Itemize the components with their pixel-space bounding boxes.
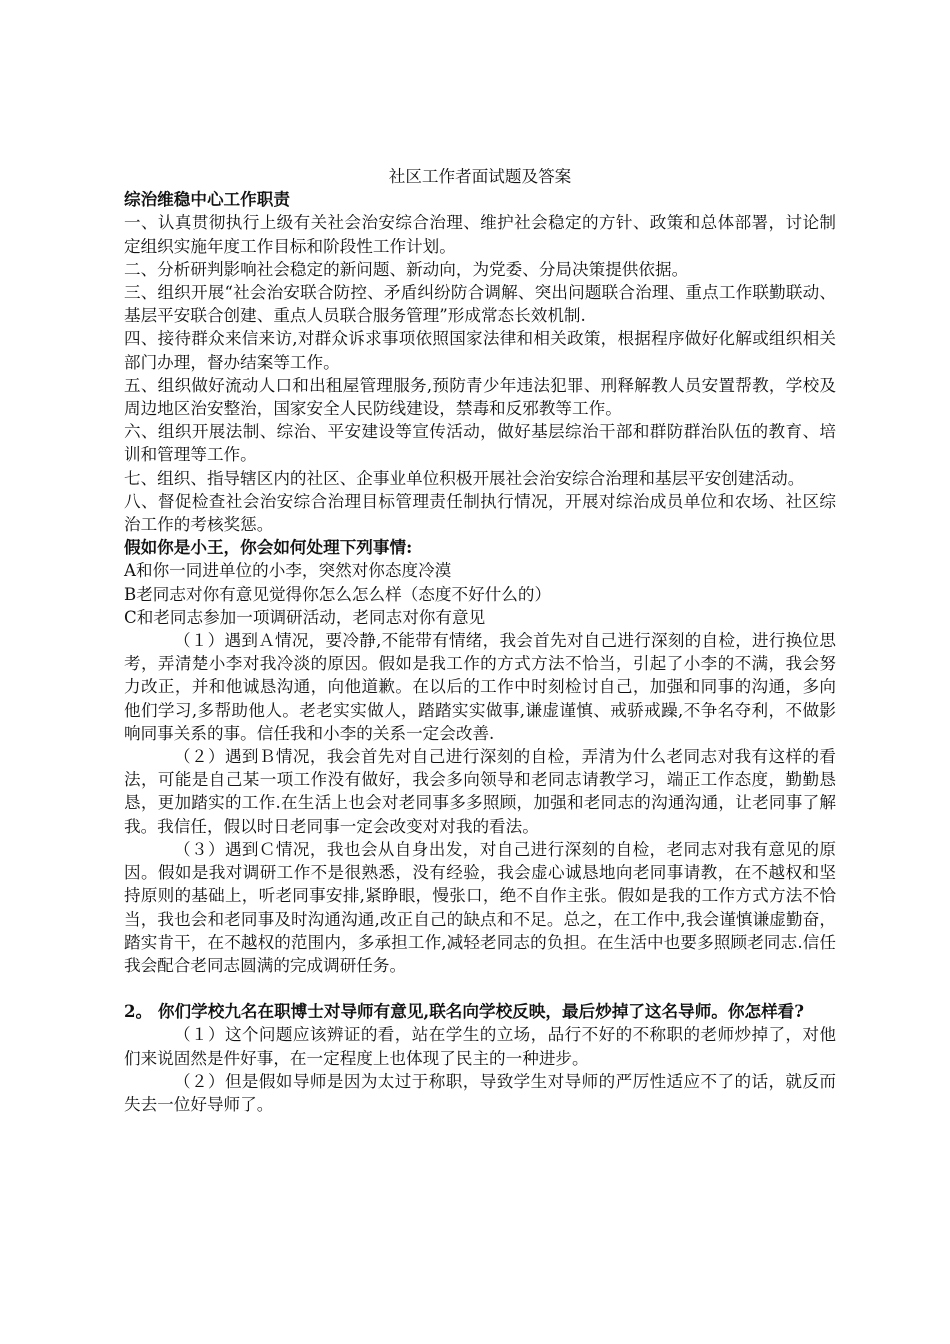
section-heading-scenario: 假如你是小王，你会如何处理下列事情: — [124, 537, 413, 558]
scenario-answer: （２）遇到Ｂ情况，我会首先对自己进行深刻的自检，弄清为什么老同志对我有这样的看法，可能是自己某一项工作没有做好，我会多向领导和老同志请教学习，端正工作态度，勤勤恳恳，更加踏实的工作.在生活上也会对老同事多多照顾，加强和老同志的沟通沟通，让老同事了解我。我信任，假以时日老同事一定会改变对对我的看法。 — [124, 747, 836, 836]
section-heading-duties: 综治维稳中心工作职责 — [124, 189, 290, 210]
document-title: 社区工作者面试题及答案 — [388, 167, 572, 186]
scenario-option: B老同志对你有意见觉得你怎么怎么样（态度不好什么的） — [124, 584, 552, 604]
duty-item: 一、认真贯彻执行上级有关社会治安综合治理、维护社会稳定的方针、政策和总体部署，讨论制定组织实施年度工作目标和阶段性工作计划。 — [124, 213, 836, 256]
scenario-answer: （１）遇到Ａ情况，要冷静,不能带有情绪，我会首先对自己进行深刻的自检，进行换位思考，弄清楚小李对我冷淡的原因。假如是我工作的方式方法不恰当，引起了小李的不满，我会努力改正，并和他诚恳沟通，向他道歉。在以后的工作中时刻检讨自己，加强和同事的沟通，多向他们学习,多帮助他人。老老实实做人，踏踏实实做事,谦虚谨慎、戒骄戒躁,不争名夺利，不做影响同事关系的事。信任我和小李的关系一定会改善. — [124, 631, 836, 743]
duty-item: 二、分析研判影响社会稳定的新问题、新动向，为党委、分局决策提供依据。 — [124, 259, 689, 279]
scenario-option: A和你一同进单位的小李，突然对你态度冷漠 — [124, 561, 452, 581]
duty-item: 五、组织做好流动人口和出租屋管理服务,预防青少年违法犯罪、刑释解教人员安置帮教，学校及周边地区治安整治，国家安全人民防线建设，禁毒和反邪教等工作。 — [124, 375, 836, 419]
duty-item: 八、督促检查社会治安综合治理目标管理责任制执行情况，开展对综治成员单位和农场、社区综治工作的考核奖惩。 — [124, 491, 836, 535]
duty-item: 六、组织开展法制、综治、平安建设等宣传活动，做好基层综治干部和群防群治队伍的教育、培训和管理等工作。 — [124, 422, 836, 465]
scenario-answer: （３）遇到Ｃ情况，我也会从自身出发，对自己进行深刻的自检，老同志对我有意见的原因。假如是我对调研工作不是很熟悉，没有经验，我会虚心诚恳地向老同事请教，在不越权和坚持原则的基础上，听老同事安排,紧睁眼，慢张口，绝不自作主张。假如是我的工作方式方法不恰当，我也会和老同事及时沟通沟通,改正自己的缺点和不足。总之，在工作中,我会谨慎谦虚勤奋，踏实肯干，在不越权的范围内，多承担工作,减轻老同志的负担。在生活中也要多照顾老同志.信任我会配合老同志圆满的完成调研任务。 — [124, 839, 836, 975]
duty-item: 四、接待群众来信来访,对群众诉求事项依照国家法律和相关政策，根据程序做好化解或组织相关部门办理，督办结案等工作。 — [124, 329, 836, 372]
question-heading: 2。 你们学校九名在职博士对导师有意见,联名向学校反映，最后炒掉了这名导师。你怎样看? — [124, 1001, 804, 1022]
document-body — [124, 165, 836, 1116]
question-answer: （２）但是假如导师是因为太过于称职，导致学生对导师的严厉性适应不了的话，就反而失去一位好导师了。 — [124, 1071, 836, 1114]
duty-item: 三、组织开展“社会治安联合防控、矛盾纠纷防合调解、突出问题联合治理、重点工作联勤联动、基层平安联合创建、重点人员联合服务管理”形成常态长效机制. — [124, 283, 836, 326]
scenario-option: C和老同志参加一项调研活动，老同志对你有意见 — [124, 607, 486, 627]
blank-line — [124, 977, 836, 1000]
duty-item: 七、组织、指导辖区内的社区、企事业单位积极开展社会治安综合治理和基层平安创建活动。 — [124, 468, 805, 488]
question-answer: （１）这个问题应该辨证的看，站在学生的立场，品行不好的不称职的老师炒掉了，对他们来说固然是件好事，在一定程度上也体现了民主的一种进步。 — [124, 1025, 836, 1068]
